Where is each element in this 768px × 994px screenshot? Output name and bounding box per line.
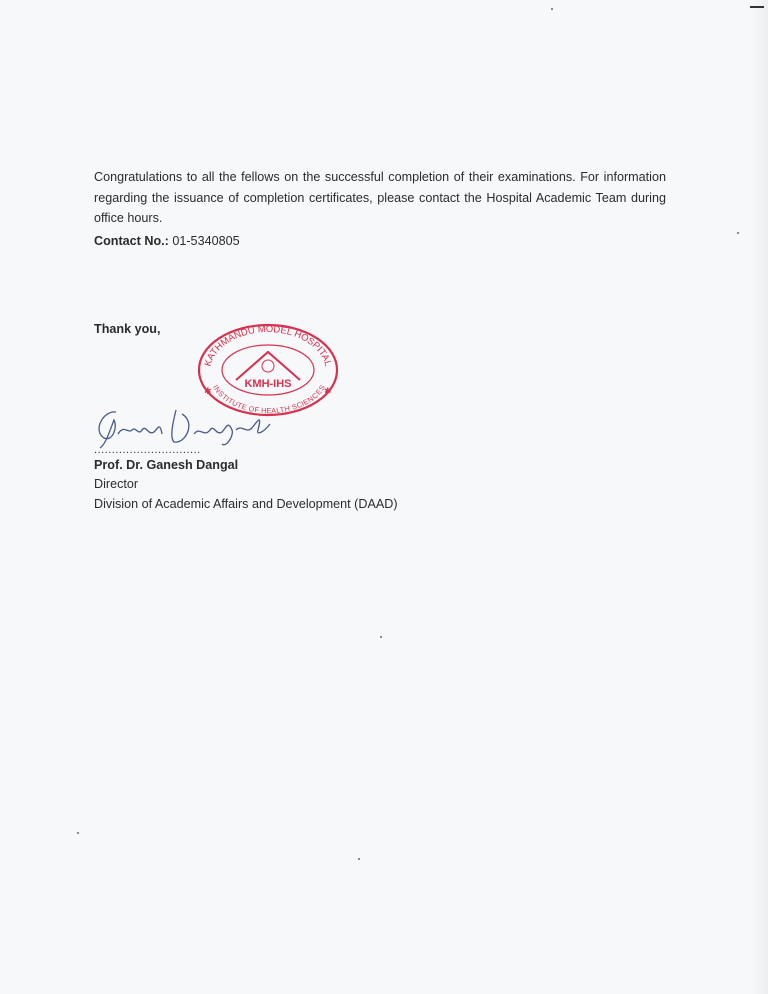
scan-speck: [380, 636, 382, 638]
contact-label: Contact No.:: [94, 234, 169, 248]
stamp-emblem-icon: [262, 360, 274, 372]
scan-edge-shadow: [750, 0, 768, 994]
stamp-top-text: KATHMANDU MODEL HOSPITAL: [202, 323, 334, 368]
contact-number: 01-5340805: [172, 234, 240, 248]
signature-dotted-line: ..............................: [94, 444, 201, 456]
signatory-division: Division of Academic Affairs and Development (DAAD): [94, 497, 398, 511]
signatory-name: Prof. Dr. Ganesh Dangal: [94, 458, 239, 472]
stamp-center-text: KMH-IHS: [244, 378, 292, 390]
scan-speck: [358, 858, 360, 860]
stamp-roof-icon: [236, 352, 300, 380]
contact-line: [94, 234, 240, 248]
scan-speck: [551, 8, 553, 10]
handwritten-signature: [86, 400, 276, 450]
scan-mark: [750, 6, 764, 8]
scan-speck: [737, 232, 739, 234]
stamp-bottom-text: INSTITUTE OF HEALTH SCIENCES: [211, 383, 327, 416]
body-paragraph: Congratulations to all the fellows on the successful completion of their examinations. For information regarding the issuance of completion certificates, please contact the Hospital Academic Team during office hours.: [94, 170, 666, 225]
signatory-title: Director: [94, 477, 139, 491]
stamp-star-icon: ✱: [324, 386, 332, 396]
scan-speck: [77, 832, 79, 834]
closing-text: Thank you,: [94, 322, 161, 336]
stamp-star-icon: ✱: [204, 386, 212, 396]
